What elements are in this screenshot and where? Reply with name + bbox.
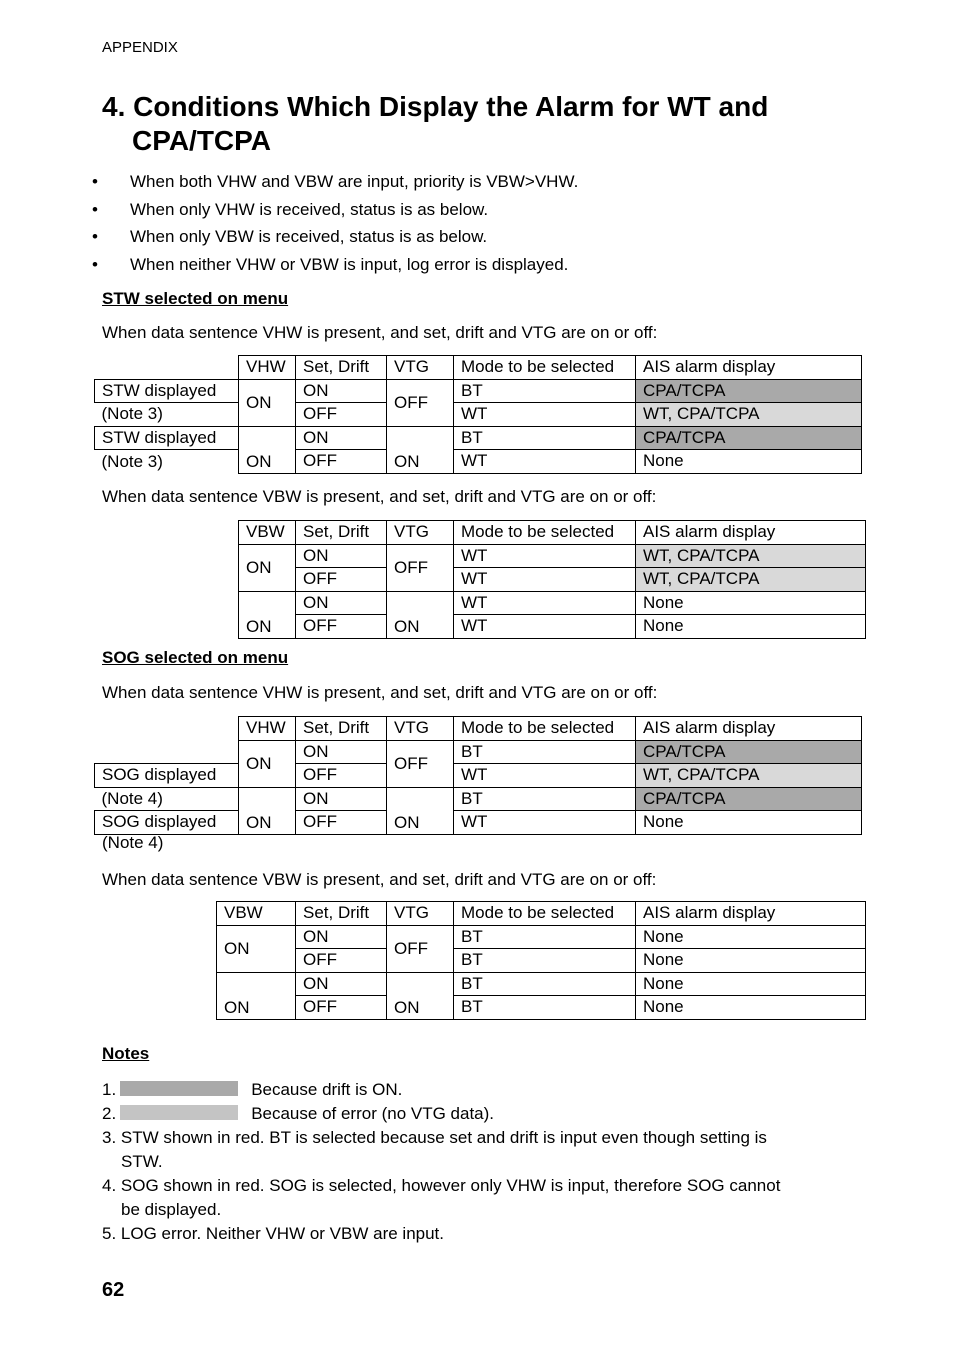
page-number: 62 xyxy=(102,1279,125,1301)
vtg-cell: OFF xyxy=(387,544,454,591)
running-header: APPENDIX xyxy=(102,39,178,56)
set-drift-cell: ON xyxy=(296,972,387,996)
side-note: (Note 3) xyxy=(101,451,163,471)
vtg-cell: OFF xyxy=(387,379,454,426)
sog-heading: SOG selected on menu xyxy=(102,648,289,667)
ais-cell: None xyxy=(636,972,866,996)
mode-cell: BT xyxy=(454,972,636,996)
ais-cell: CPA/TCPA xyxy=(636,426,862,450)
note-item: 5. LOG error. Neither VHW or VBW are input. xyxy=(102,1224,445,1243)
col-header-vtg: VTG xyxy=(387,717,454,741)
col-header-vtg: VTG xyxy=(387,521,454,545)
empty-cell xyxy=(95,356,239,380)
stw-vbw-intro: When data sentence VBW is present, and set, drift and VTG are on or off: xyxy=(102,487,657,506)
col-header-ais: AIS alarm display xyxy=(636,717,862,741)
sog-vbw-table xyxy=(216,901,866,1020)
mode-cell: BT xyxy=(454,925,636,949)
vtg-cell: ON xyxy=(387,787,454,834)
error-shade-swatch xyxy=(120,1105,238,1120)
col-header-vbw: VBW xyxy=(239,521,296,545)
table-row xyxy=(217,949,866,973)
vtg-cell: OFF xyxy=(387,925,454,972)
vhw-cell: ON xyxy=(239,426,296,473)
note-text: 3. STW shown in red. BT is selected because set and drift is input even though setting is xyxy=(102,1128,767,1147)
stw-vbw-table xyxy=(238,520,866,639)
table-row xyxy=(239,591,866,615)
mode-cell: WT xyxy=(454,764,636,788)
table-row xyxy=(95,740,862,764)
col-header-mode: Mode to be selected xyxy=(454,521,636,545)
vtg-cell: OFF xyxy=(387,740,454,787)
vtg-cell: ON xyxy=(387,426,454,473)
table-header-row xyxy=(95,356,862,380)
set-drift-cell: OFF xyxy=(296,811,387,835)
col-header-vbw: VBW xyxy=(217,902,296,926)
mode-cell: BT xyxy=(454,426,636,450)
mode-cell: WT xyxy=(454,811,636,835)
table-row xyxy=(239,544,866,568)
ais-cell: WT, CPA/TCPA xyxy=(636,403,862,427)
note-item xyxy=(102,1126,862,1174)
note-text: Because drift is ON. xyxy=(251,1080,403,1099)
table-header-row xyxy=(95,717,862,741)
note-item xyxy=(102,1174,862,1222)
side-note: (Note 4) xyxy=(101,788,163,808)
empty-cell xyxy=(95,740,239,764)
table-row xyxy=(217,972,866,996)
col-header-ais: AIS alarm display xyxy=(636,356,862,380)
table-row xyxy=(95,426,862,450)
col-header-ais: AIS alarm display xyxy=(636,521,866,545)
stw-vhw-table xyxy=(94,355,862,474)
drift-shade-swatch xyxy=(120,1081,238,1096)
vhw-cell: ON xyxy=(239,740,296,787)
set-drift-cell: ON xyxy=(296,740,387,764)
mode-cell: WT xyxy=(454,450,636,474)
ais-cell: CPA/TCPA xyxy=(636,379,862,403)
col-header-set-drift: Set, Drift xyxy=(296,902,387,926)
note-item xyxy=(102,1102,862,1126)
ais-cell: CPA/TCPA xyxy=(636,787,862,811)
set-drift-cell: OFF xyxy=(296,568,387,592)
side-label: STW displayed xyxy=(95,379,239,403)
title-line-2: CPA/TCPA xyxy=(132,125,271,156)
table-row xyxy=(95,811,862,835)
set-drift-cell: OFF xyxy=(296,996,387,1020)
notes-list xyxy=(102,1078,862,1246)
table-header-row xyxy=(239,521,866,545)
note-text: 4. SOG shown in red. SOG is selected, however only VHW is input, therefore SOG cannot xyxy=(102,1176,781,1195)
bullet-item: • When only VHW is received, status is as below. xyxy=(92,198,578,226)
table-row xyxy=(217,996,866,1020)
title-line-1: 4. Conditions Which Display the Alarm for WT and xyxy=(102,91,769,122)
set-drift-cell: OFF xyxy=(296,615,387,639)
side-note: (Note 4) xyxy=(102,833,164,852)
mode-cell: BT xyxy=(454,787,636,811)
bullet-list xyxy=(92,170,578,280)
col-header-set-drift: Set, Drift xyxy=(296,717,387,741)
table-row xyxy=(95,379,862,403)
set-drift-cell: OFF xyxy=(296,764,387,788)
ais-cell: WT, CPA/TCPA xyxy=(636,544,866,568)
ais-cell: None xyxy=(636,615,866,639)
side-label: STW displayed xyxy=(95,426,239,450)
set-drift-cell: OFF xyxy=(296,403,387,427)
ais-cell: None xyxy=(636,925,866,949)
vtg-cell: ON xyxy=(387,591,454,638)
table-row xyxy=(239,568,866,592)
note-item xyxy=(102,1078,862,1102)
sog-vbw-intro: When data sentence VBW is present, and set, drift and VTG are on or off: xyxy=(102,870,657,889)
side-label: SOG displayed xyxy=(95,764,239,788)
mode-cell: WT xyxy=(454,615,636,639)
stw-vhw-intro: When data sentence VHW is present, and set, drift and VTG are on or off: xyxy=(102,323,658,342)
vbw-cell: ON xyxy=(239,591,296,638)
mode-cell: WT xyxy=(454,591,636,615)
vbw-cell: ON xyxy=(239,544,296,591)
note-text: Because of error (no VTG data). xyxy=(251,1104,495,1123)
set-drift-cell: ON xyxy=(296,591,387,615)
mode-cell: BT xyxy=(454,740,636,764)
table-row xyxy=(95,450,862,474)
notes-heading: Notes xyxy=(102,1044,150,1063)
empty-cell xyxy=(95,717,239,741)
col-header-set-drift: Set, Drift xyxy=(296,521,387,545)
mode-cell: BT xyxy=(454,949,636,973)
table-row xyxy=(95,764,862,788)
bullet-item: • When neither VHW or VBW is input, log error is displayed. xyxy=(92,253,578,281)
mode-cell: BT xyxy=(454,379,636,403)
col-header-mode: Mode to be selected xyxy=(454,356,636,380)
col-header-set-drift: Set, Drift xyxy=(296,356,387,380)
vbw-cell: ON xyxy=(217,925,296,972)
mode-cell: BT xyxy=(454,996,636,1020)
vhw-cell: ON xyxy=(239,787,296,834)
ais-cell: None xyxy=(636,591,866,615)
set-drift-cell: ON xyxy=(296,379,387,403)
col-header-vtg: VTG xyxy=(387,356,454,380)
ais-cell: WT, CPA/TCPA xyxy=(636,764,862,788)
side-note: (Note 3) xyxy=(101,404,163,424)
ais-cell: None xyxy=(636,811,862,835)
stw-heading: STW selected on menu xyxy=(102,289,289,308)
bullet-item: • When both VHW and VBW are input, priority is VBW>VHW. xyxy=(92,170,578,198)
col-header-mode: Mode to be selected xyxy=(454,902,636,926)
set-drift-cell: OFF xyxy=(296,450,387,474)
col-header-ais: AIS alarm display xyxy=(636,902,866,926)
table-row xyxy=(239,615,866,639)
set-drift-cell: ON xyxy=(296,925,387,949)
set-drift-cell: OFF xyxy=(296,949,387,973)
vhw-cell: ON xyxy=(239,379,296,426)
mode-cell: WT xyxy=(454,568,636,592)
table-header-row xyxy=(217,902,866,926)
ais-cell: None xyxy=(636,996,866,1020)
col-header-vhw: VHW xyxy=(239,356,296,380)
page-title xyxy=(102,90,862,158)
table-row xyxy=(217,925,866,949)
table-row xyxy=(95,787,862,811)
ais-cell: CPA/TCPA xyxy=(636,740,862,764)
note-text-continued: STW. xyxy=(121,1152,163,1171)
ais-cell: None xyxy=(636,450,862,474)
set-drift-cell: ON xyxy=(296,426,387,450)
vtg-cell: ON xyxy=(387,972,454,1019)
col-header-vhw: VHW xyxy=(239,717,296,741)
side-label: SOG displayed xyxy=(95,811,239,835)
mode-cell: WT xyxy=(454,544,636,568)
ais-cell: None xyxy=(636,949,866,973)
set-drift-cell: ON xyxy=(296,544,387,568)
vbw-cell: ON xyxy=(217,972,296,1019)
col-header-mode: Mode to be selected xyxy=(454,717,636,741)
sog-vhw-table xyxy=(94,716,862,835)
mode-cell: WT xyxy=(454,403,636,427)
table-row xyxy=(95,403,862,427)
note-number: 2. xyxy=(102,1104,117,1123)
bullet-item: • When only VBW is received, status is as below. xyxy=(92,225,578,253)
note-number: 1. xyxy=(102,1080,117,1099)
sog-vhw-intro: When data sentence VHW is present, and set, drift and VTG are on or off: xyxy=(102,683,658,702)
set-drift-cell: ON xyxy=(296,787,387,811)
ais-cell: WT, CPA/TCPA xyxy=(636,568,866,592)
col-header-vtg: VTG xyxy=(387,902,454,926)
note-text-continued: be displayed. xyxy=(121,1200,222,1219)
